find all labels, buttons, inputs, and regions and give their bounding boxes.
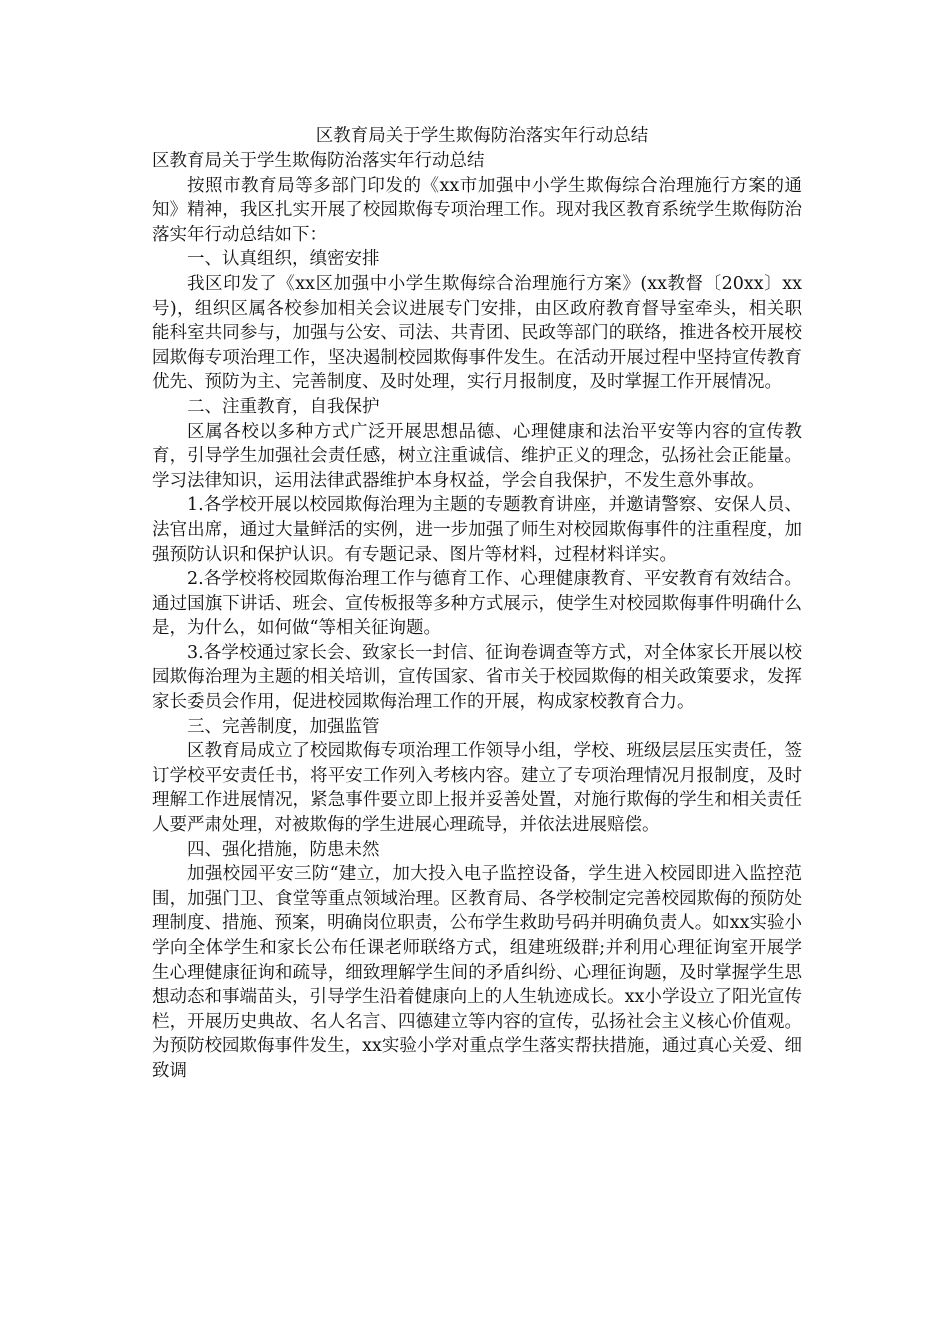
body-paragraph: 我区印发了《xx区加强中小学生欺侮综合治理施行方案》(xx教督〔20xx〕xx号)，组织区属各校参加相关会议进展专门安排，由区政府教育督导室牵头，相关职能科室共同参与，加强与公安、司法、共青团、民政等部门的联络，推进各校开展校园欺侮专项治理工作，坚决遏制校园欺侮事件发生。在活动开展过程中坚持宣传教育优先、预防为主、完善制度、及时处理，实行月报制度，及时掌握工作开展情况。: [152, 273, 802, 393]
section-1: [152, 247, 802, 395]
body-paragraph: 3.各学校通过家长会、致家长一封信、征询卷调查等方式，对全体家长开展以校园欺侮治理为主题的相关培训，宣传国家、省市关于校园欺侮的相关政策要求，发挥家长委员会作用，促进校园欺侮治理工作的开展，构成家校教育合力。: [152, 642, 802, 713]
body-paragraph: 1.各学校开展以校园欺侮治理为主题的专题教育讲座，并邀请警察、安保人员、法官出席，通过大量鲜活的实例，进一步加强了师生对校园欺侮事件的注重程度，加强预防认识和保护认识。有专题记录、图片等材料，过程材料详实。: [152, 495, 802, 565]
section-3: [152, 715, 802, 838]
document-title: 区教育局关于学生欺侮防治落实年行动总结: [315, 126, 649, 146]
body-paragraph: 2.各学校将校园欺侮治理工作与德育工作、心理健康教育、平安教育有效结合。通过国旗下讲话、班会、宣传板报等多种方式展示，使学生对校园欺侮事件明确什么是，为什么，如何做“等相关征询题。: [152, 569, 802, 639]
document-subtitle: 区教育局关于学生欺侮防治落实年行动总结: [152, 151, 485, 171]
intro-paragraph: 按照市教育局等多部门印发的《xx市加强中小学生欺侮综合治理施行方案的通知》精神，我区扎实开展了校园欺侮专项治理工作。现对我区教育系统学生欺侮防治落实年行动总结如下：: [152, 175, 802, 245]
section-heading: 一、认真组织，缜密安排: [187, 249, 380, 270]
body-paragraph: 加强校园平安三防“建立，加大投入电子监控设备，学生进入校园即进入监控范围，加强门卫、食堂等重点领域治理。区教育局、各学校制定完善校园欺侮的预防处理制度、措施、预案，明确岗位职责，公布学生救助号码并明确负责人。如xx实验小学向全体学生和家长公布任课老师联络方式，组建班级群;并利用心理征询室开展学生心理健康征询和疏导，细致理解学生间的矛盾纠纷、心理征询题，及时掌握学生思想动态和事端苗头，引导学生沿着健康向上的人生轨迹成长。xx小学设立了阳光宣传栏，开展历史典故、名人名言、四德建立等内容的宣传，弘扬社会主义核心价值观。为预防校园欺侮事件发生，xx实验小学对重点学生落实帮扶措施，通过真心关爱、细致调: [152, 864, 802, 1081]
section-heading: 三、完善制度，加强监管: [187, 716, 380, 737]
section-2: [152, 395, 802, 715]
section-heading: 二、注重教育，自我保护: [187, 396, 380, 417]
section-4: [152, 838, 802, 1084]
body-paragraph: 区教育局成立了校园欺侮专项治理工作领导小组，学校、班级层层压实责任，签订学校平安责任书，将平安工作列入考核内容。建立了专项治理情况月报制度，及时理解工作进展情况，紧急事件要立即上报并妥善处置，对施行欺侮的学生和相关责任人要严肃处理，对被欺侮的学生进展心理疏导，并依法进展赔偿。: [152, 741, 802, 836]
section-heading: 四、强化措施，防患未然: [187, 839, 380, 860]
body-paragraph: 区属各校以多种方式广泛开展思想品德、心理健康和法治平安等内容的宣传教育，引导学生加强社会责任感，树立注重诚信、维护正义的理念，弘扬社会正能量。学习法律知识，运用法律武器维护本身权益，学会自我保护，不发生意外事故。: [152, 421, 802, 491]
